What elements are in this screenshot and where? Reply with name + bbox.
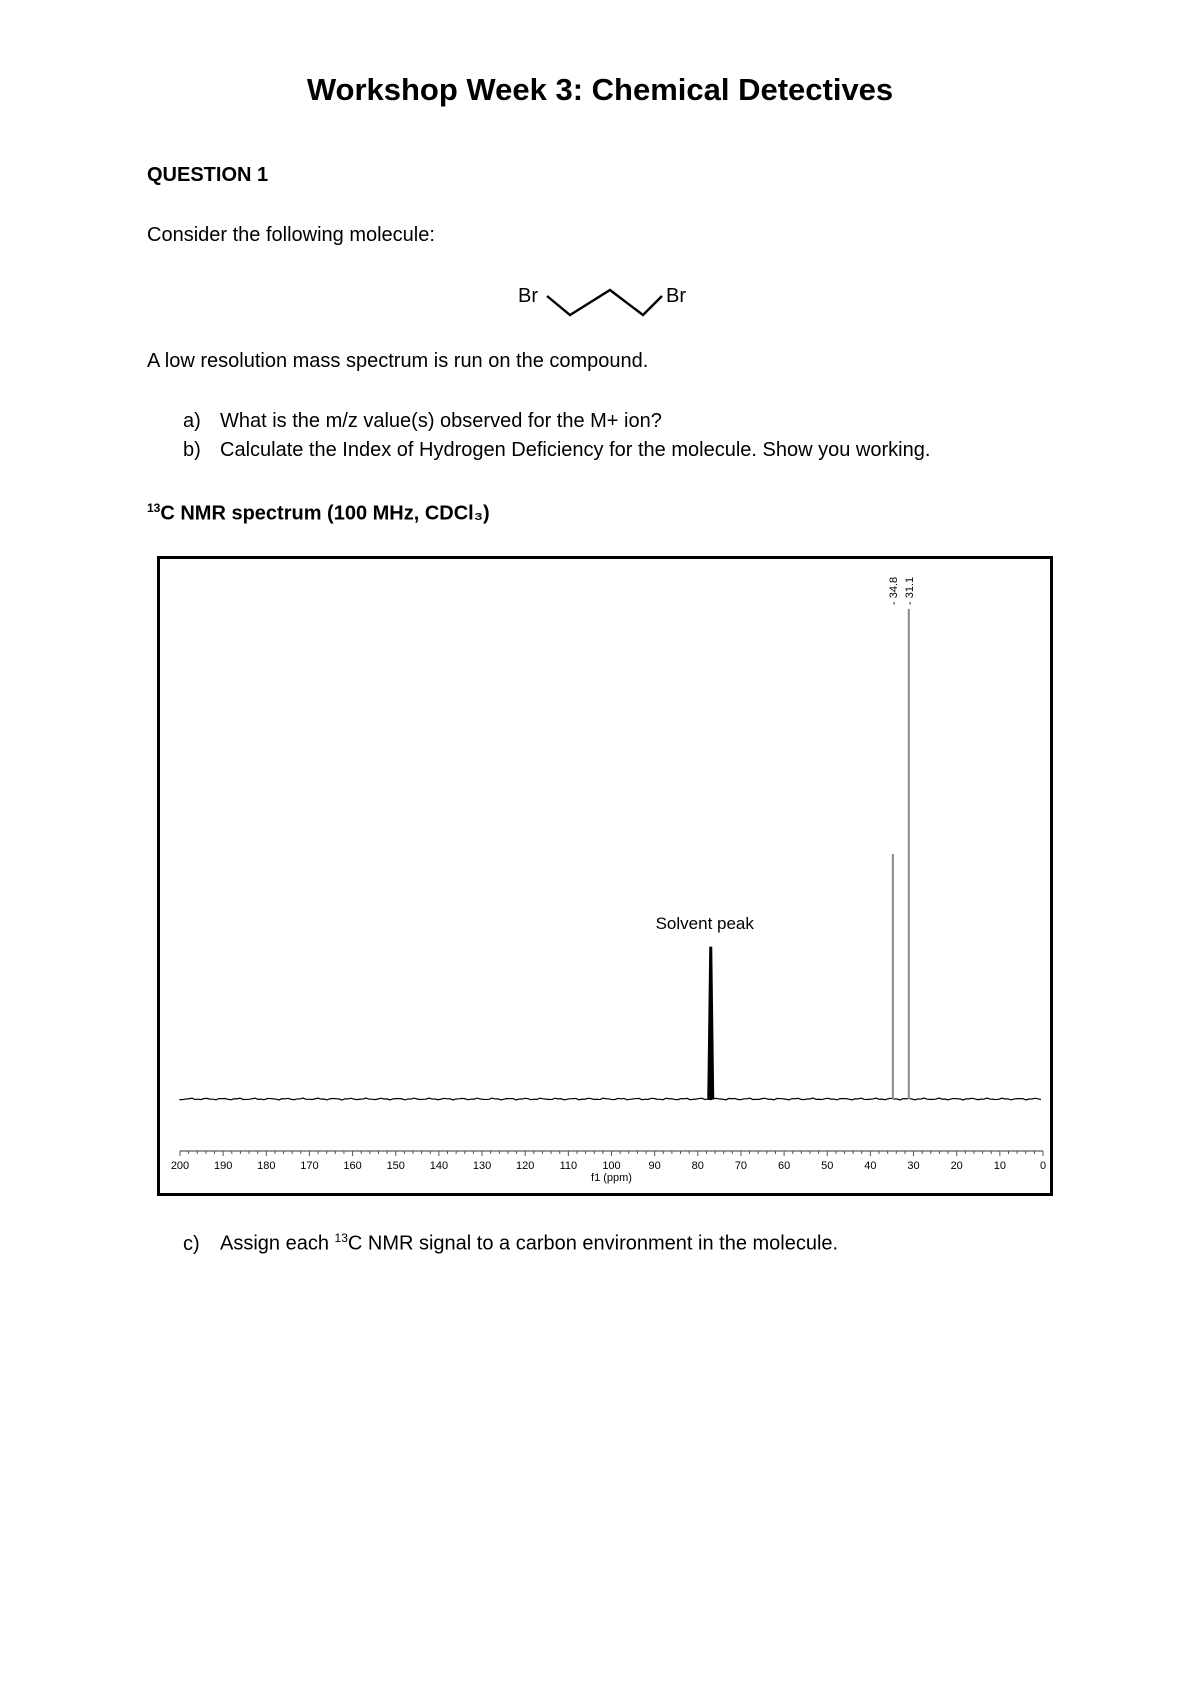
mass-spec-text: A low resolution mass spectrum is run on the compound.: [147, 350, 649, 372]
nmr-heading-text: C NMR spectrum (100 MHz, CDCl₃): [160, 502, 490, 525]
x-tick-label: 100: [602, 1160, 621, 1172]
x-tick-label: 60: [777, 1160, 791, 1172]
nmr-heading-superscript: 13: [147, 501, 161, 515]
x-tick-label: 170: [300, 1160, 319, 1172]
x-tick-label: 160: [343, 1160, 362, 1172]
solvent-peak-label: Solvent peak: [655, 914, 754, 934]
peak-label-31-1: - 31.1: [903, 576, 916, 605]
x-tick-label: 20: [950, 1160, 963, 1172]
x-tick-label: 90: [648, 1160, 661, 1172]
page-title: Workshop Week 3: Chemical Detectives: [306, 72, 894, 107]
solvent-peak: [708, 947, 714, 1099]
question-c-superscript: 13: [334, 1231, 348, 1245]
x-tick-label: 50: [821, 1160, 834, 1172]
question-b-text: Calculate the Index of Hydrogen Deficiency for the molecule. Show you working.: [220, 439, 931, 461]
x-tick-label: 190: [213, 1160, 233, 1172]
nmr-spectrum-chart: [157, 556, 1053, 1196]
x-tick-label: 130: [472, 1160, 492, 1172]
question-b: [183, 439, 930, 462]
question-a-marker: a): [183, 410, 201, 432]
x-tick-label: 120: [516, 1160, 535, 1172]
nmr-axis-group: [171, 1151, 1046, 1184]
x-tick-label: 10: [993, 1160, 1006, 1172]
molecule-structure: [510, 276, 710, 331]
question-c-marker: c): [183, 1232, 200, 1255]
x-tick-label: 200: [170, 1160, 190, 1172]
question-a: [183, 410, 662, 433]
intro-text: Consider the following molecule:: [147, 224, 435, 246]
spectrum-baseline: [180, 1098, 1041, 1100]
x-tick-label: 110: [559, 1160, 578, 1172]
question-heading: QUESTION 1: [147, 164, 269, 186]
x-tick-label: 80: [691, 1160, 704, 1172]
nmr-heading: [147, 501, 490, 526]
question-c-pre: Assign each: [220, 1232, 335, 1255]
question-b-marker: b): [183, 439, 201, 461]
nmr-peaks-group: [180, 577, 1041, 1100]
x-tick-label: 40: [864, 1160, 877, 1172]
molecule-drawing: [510, 276, 710, 326]
x-tick-label: 30: [907, 1160, 920, 1172]
carbon-chain-bonds: [547, 290, 662, 315]
peak-label-34-8: - 34.8: [887, 576, 900, 605]
x-tick-label: 180: [257, 1160, 276, 1172]
bromine-left-label: Br: [518, 285, 538, 307]
x-tick-label: 0: [1039, 1160, 1047, 1172]
question-c: [183, 1231, 838, 1256]
x-axis-label: f1 (ppm): [591, 1172, 632, 1184]
bromine-right-label: Br: [666, 285, 686, 307]
x-tick-label: 70: [734, 1160, 748, 1172]
question-a-text: What is the m/z value(s) observed for the M+ ion?: [220, 410, 662, 432]
question-c-post: C NMR signal to a carbon environment in the molecule.: [347, 1232, 839, 1255]
x-tick-label: 140: [429, 1160, 449, 1172]
x-tick-label: 150: [386, 1160, 405, 1172]
nmr-spectrum-svg: [160, 559, 1050, 1193]
